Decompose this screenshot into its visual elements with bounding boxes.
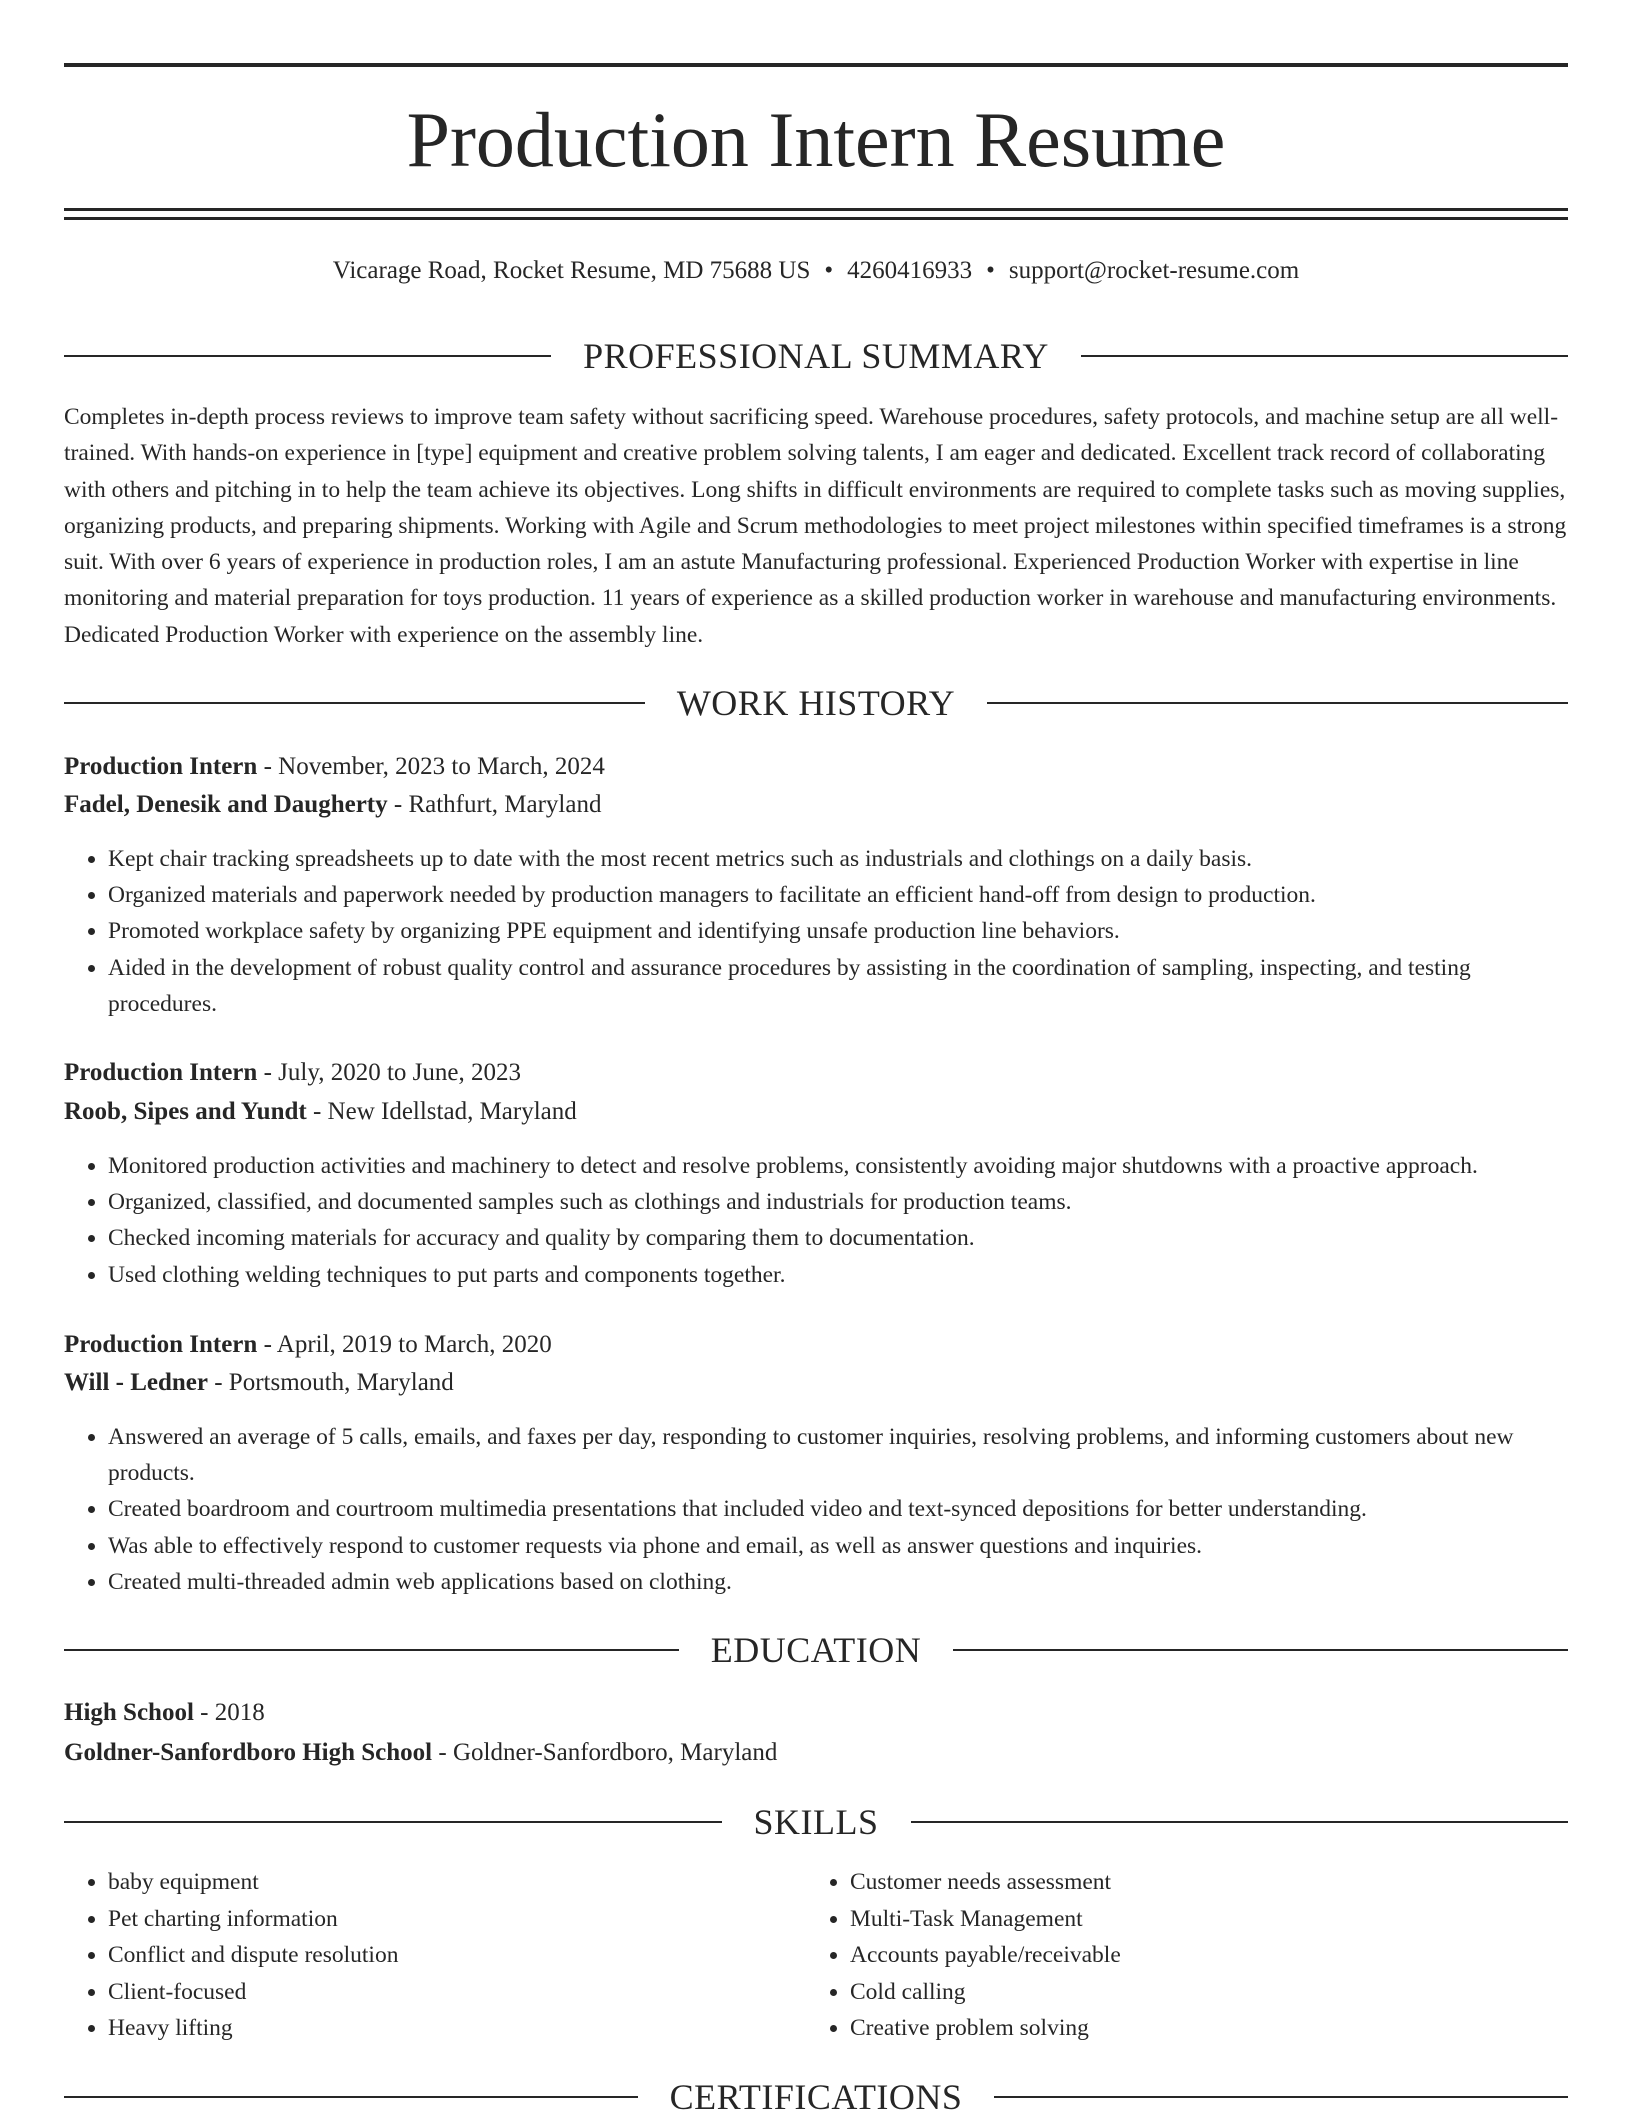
skill-item: • Customer needs assessment xyxy=(850,1864,1548,1901)
list-item: • Kept chair tracking spreadsheets up to date with the most recent metrics such as industrials and clothings on a daily basis. xyxy=(108,841,1568,877)
list-item: • Organized materials and paperwork needed by production managers to facilitate an efficient hand-off from design to production. xyxy=(108,877,1568,913)
section-header-summary xyxy=(64,334,1568,378)
skills-list-left xyxy=(64,1864,806,2047)
list-item: • Was able to effectively respond to customer requests via phone and email, as well as answer questions and inquiries. xyxy=(108,1528,1568,1564)
skill-item: • Cold calling xyxy=(850,1974,1548,2011)
job-company-line xyxy=(64,1095,1568,1129)
job-title: Production Intern xyxy=(64,1059,258,1086)
section-header-skills xyxy=(64,1800,1568,1844)
skill-item: • Conflict and dispute resolution xyxy=(108,1937,806,1974)
job-title: Production Intern xyxy=(64,1331,258,1358)
job-location: - Rathfurt, Maryland xyxy=(387,791,602,818)
top-rule xyxy=(64,63,1568,67)
job-title-line xyxy=(64,750,1568,784)
job-company: Will - Ledner xyxy=(64,1369,208,1396)
divider xyxy=(64,702,645,704)
skills-columns xyxy=(64,1864,1568,2047)
job-company-line xyxy=(64,788,1568,822)
job-bullets xyxy=(64,1148,1568,1293)
divider xyxy=(64,1649,679,1651)
contact-phone: 4260416933 xyxy=(847,257,973,284)
contact-separator: • xyxy=(986,257,995,284)
job-dates: - April, 2019 to March, 2020 xyxy=(257,1331,552,1358)
skill-item: • Client-focused xyxy=(108,1974,806,2011)
section-title: WORK HISTORY xyxy=(676,683,956,723)
contact-email: support@rocket-resume.com xyxy=(1008,257,1300,284)
section-header-work xyxy=(64,681,1568,725)
list-item: • Promoted workplace safety by organizing PPE equipment and identifying unsafe production line behaviors. xyxy=(108,913,1568,949)
job-title-line xyxy=(64,1328,1568,1362)
summary-text: Completes in-depth process reviews to improve team safety without sacrificing speed. Warehouse procedures, safety protocols, and machine setup are all well-trained. With hands-on experience in [type] equipment and creative problem solving talents, I am eager and dedicated. Excellent track record of collaborating with others and pitching in to help the team achieve its objectives. Long shifts in difficult environments are required to complete tasks such as moving supplies, organizing products, and preparing shipments. Working with Agile and Scrum methodologies to meet project milestones within specified timeframes is a strong suit. With over 6 years of experience in production roles, I am an astute Manufacturing professional. Experienced Production Worker with expertise in line monitoring and material preparation for toys production. 11 years of experience as a skilled production worker in warehouse and manufacturing environments. Dedicated Production Worker with experience on the assembly line. xyxy=(64,404,1567,648)
divider xyxy=(994,2096,1568,2098)
job-location: - New Idellstad, Maryland xyxy=(306,1098,577,1125)
list-item: • Organized, classified, and documented samples such as clothings and industrials for production teams. xyxy=(108,1184,1568,1220)
skill-item: • Multi-Task Management xyxy=(850,1901,1548,1938)
job-company: Fadel, Denesik and Daugherty xyxy=(64,791,388,818)
section-title: SKILLS xyxy=(753,1802,879,1842)
skill-item: • Accounts payable/receivable xyxy=(850,1937,1548,1974)
section-title: EDUCATION xyxy=(710,1630,922,1670)
skill-item: • Heavy lifting xyxy=(108,2010,806,2047)
job-title-line xyxy=(64,1056,1568,1090)
list-item: • Checked incoming materials for accuracy and quality by comparing them to documentation. xyxy=(108,1220,1568,1256)
job-company-line xyxy=(64,1366,1568,1400)
job-company: Roob, Sipes and Yundt xyxy=(64,1098,307,1125)
list-item: • Aided in the development of robust quality control and assurance procedures by assisting in the coordination of sampling, inspecting, and testing procedures. xyxy=(108,950,1568,1022)
job-bullets xyxy=(64,841,1568,1022)
section-title: PROFESSIONAL SUMMARY xyxy=(583,336,1049,376)
list-item: • Used clothing welding techniques to put parts and components together. xyxy=(108,1257,1568,1293)
contact-separator: • xyxy=(824,257,834,284)
education-school-line xyxy=(64,1736,1568,1770)
title-double-rule xyxy=(64,208,1568,220)
education-school: Goldner-Sanfordboro High School xyxy=(64,1739,433,1766)
skill-item: • baby equipment xyxy=(108,1864,806,1901)
job-dates: - November, 2023 to March, 2024 xyxy=(257,753,605,780)
divider xyxy=(911,1821,1569,1823)
list-item: • Answered an average of 5 calls, emails, and faxes per day, responding to customer inquiries, resolving problems, and informing customers about new products. xyxy=(108,1419,1568,1491)
divider xyxy=(64,2096,638,2098)
education-degree-line xyxy=(64,1696,1568,1730)
job-title: Production Intern xyxy=(64,753,258,780)
education-degree: High School xyxy=(64,1699,194,1726)
divider xyxy=(64,355,551,357)
page-title: Production Intern Resume xyxy=(406,96,1226,183)
section-title: CERTIFICATIONS xyxy=(669,2077,963,2117)
section-header-certifications xyxy=(64,2075,1568,2119)
list-item: • Created multi-threaded admin web applications based on clothing. xyxy=(108,1564,1568,1600)
contact-address: Vicarage Road, Rocket Resume, MD 75688 US xyxy=(332,257,811,284)
contact-line xyxy=(64,254,1568,288)
skill-item: • Creative problem solving xyxy=(850,2010,1548,2047)
divider xyxy=(953,1649,1568,1651)
job-dates: - July, 2020 to June, 2023 xyxy=(257,1059,521,1086)
section-header-education xyxy=(64,1628,1568,1672)
job-bullets xyxy=(64,1419,1568,1600)
skills-list-right xyxy=(806,1864,1548,2047)
education-location: - Goldner-Sanfordboro, Maryland xyxy=(432,1739,778,1766)
skill-item: • Pet charting information xyxy=(108,1901,806,1938)
education-year: - 2018 xyxy=(193,1699,265,1726)
list-item: • Monitored production activities and machinery to detect and resolve problems, consistently avoiding major shutdowns with a proactive approach. xyxy=(108,1148,1568,1184)
divider xyxy=(64,1821,722,1823)
job-location: - Portsmouth, Maryland xyxy=(207,1369,454,1396)
divider xyxy=(987,702,1568,704)
list-item: • Created boardroom and courtroom multimedia presentations that included video and text-synced depositions for better understanding. xyxy=(108,1491,1568,1527)
divider xyxy=(1081,355,1568,357)
